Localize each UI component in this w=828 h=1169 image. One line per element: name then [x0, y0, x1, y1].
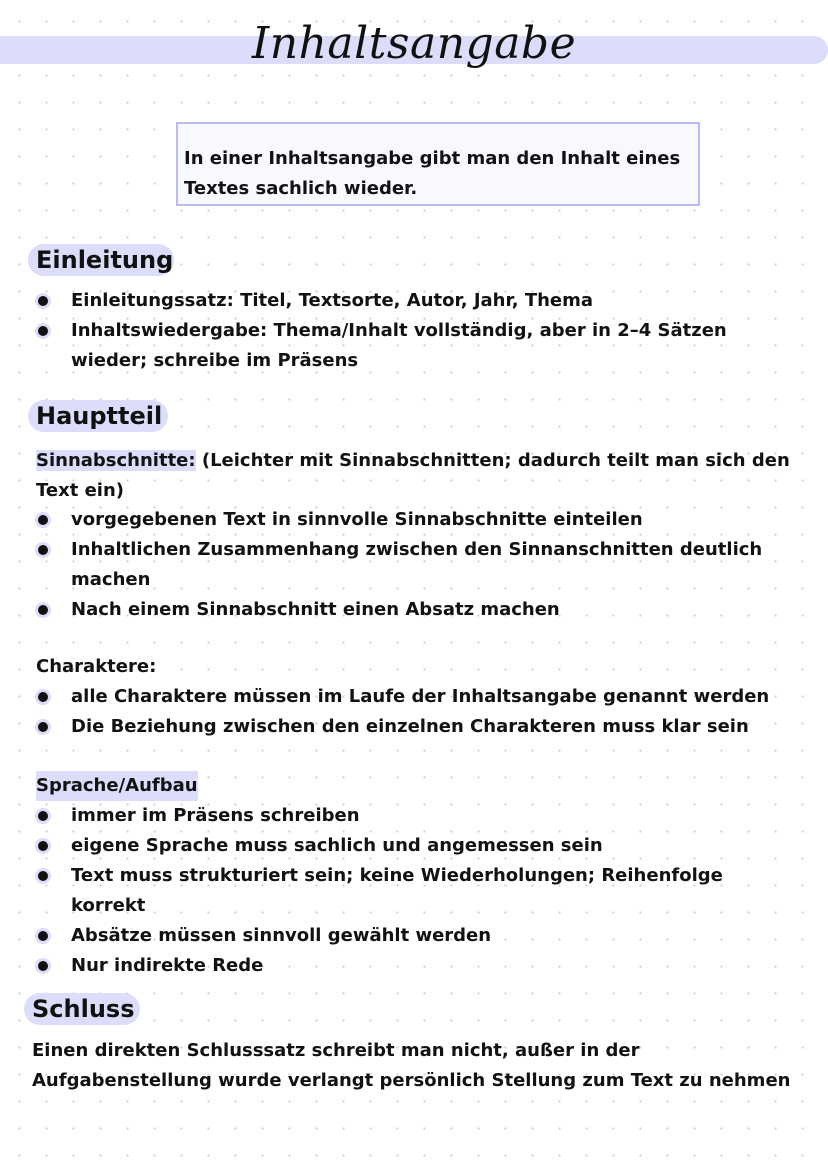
charaktere-list [38, 682, 818, 742]
bullet-dot-icon [38, 692, 48, 702]
bullet-dot-icon [38, 722, 48, 732]
bullet-dot-icon [38, 811, 48, 821]
sinnabschnitte-list [38, 505, 798, 625]
list-item: Nur indirekte Rede [38, 951, 758, 981]
sinnabschnitte-note: (Leichter mit Sinnabschnitten; dadurch teilt man sich den Text ein) [36, 450, 790, 501]
bullet-dot-icon [38, 961, 48, 971]
bullet-dot-icon [38, 605, 48, 615]
charaktere-label: Charaktere: [36, 656, 157, 677]
list-item: alle Charaktere müssen im Laufe der Inhaltsangabe genannt werden [38, 682, 818, 712]
heading-hauptteil: Hauptteil [36, 402, 163, 430]
heading-einleitung: Einleitung [36, 246, 174, 274]
definition-box: In einer Inhaltsangabe gibt man den Inhalt eines Textes sachlich wieder. [176, 122, 700, 206]
einleitung-list [38, 286, 758, 376]
sprache-list [38, 801, 758, 981]
list-item: Inhaltlichen Zusammenhang zwischen den Sinnanschnitten deutlich machen [38, 535, 798, 595]
list-item: eigene Sprache muss sachlich und angemessen sein [38, 831, 758, 861]
list-item: immer im Präsens schreiben [38, 801, 758, 831]
bullet-dot-icon [38, 296, 48, 306]
list-item: vorgegebenen Text in sinnvolle Sinnabschnitte einteilen [38, 505, 798, 535]
list-item: Einleitungssatz: Titel, Textsorte, Autor, Jahr, Thema [38, 286, 758, 316]
bullet-dot-icon [38, 931, 48, 941]
bullet-dot-icon [38, 871, 48, 881]
bullet-dot-icon [38, 545, 48, 555]
sinnabschnitte-intro [36, 446, 796, 506]
heading-schluss: Schluss [32, 995, 135, 1023]
list-item: Nach einem Sinnabschnitt einen Absatz machen [38, 595, 798, 625]
page-title: Inhaltsangabe [251, 18, 577, 69]
sprache-label: Sprache/Aufbau [36, 771, 198, 801]
list-item: Absätze müssen sinnvoll gewählt werden [38, 921, 758, 951]
list-item: Inhaltswiedergabe: Thema/Inhalt vollständig, aber in 2–4 Sätzen wieder; schreibe im Präsens [38, 316, 758, 376]
bullet-dot-icon [38, 841, 48, 851]
bullet-dot-icon [38, 326, 48, 336]
schluss-text: Einen direkten Schlusssatz schreibt man nicht, außer in der Aufgabenstellung wurde verlangt persönlich Stellung zum Text zu nehmen [32, 1040, 791, 1091]
bullet-dot-icon [38, 515, 48, 525]
sinnabschnitte-label: Sinnabschnitte: [36, 450, 196, 471]
list-item: Die Beziehung zwischen den einzelnen Charakteren muss klar sein [38, 712, 818, 742]
list-item: Text muss strukturiert sein; keine Wiederholungen; Reihenfolge korrekt [38, 861, 758, 921]
